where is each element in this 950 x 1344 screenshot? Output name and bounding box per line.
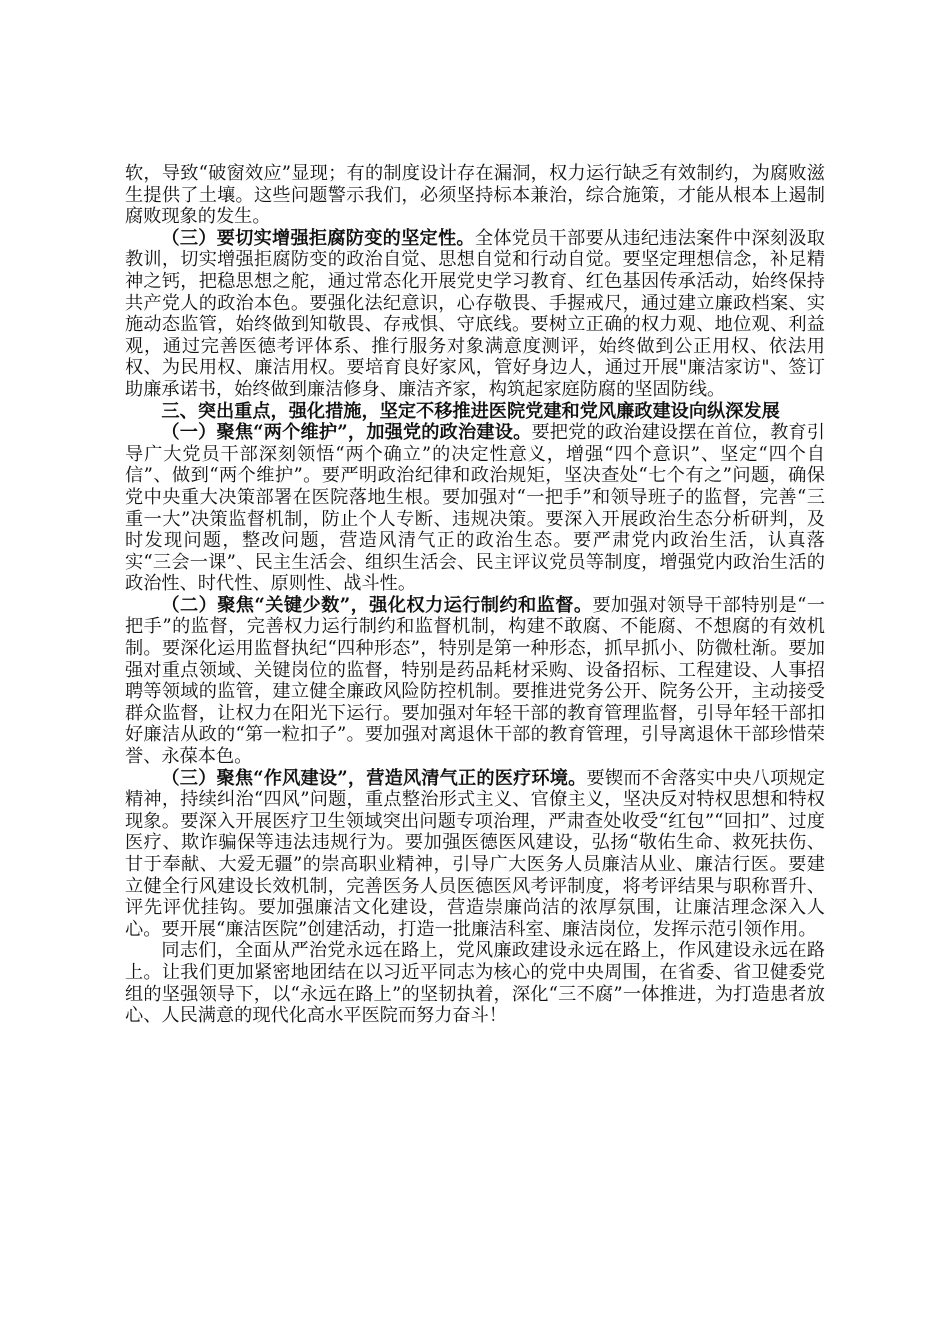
paragraph-lead-heading: （三）要切实增强拒腐防变的坚定性。 bbox=[161, 227, 475, 249]
paragraph-anti-corruption-firmness bbox=[125, 228, 825, 401]
paragraph-key-minority bbox=[125, 595, 825, 768]
section-heading-3: 三、突出重点，强化措施，坚定不移推进医院党建和党风廉政建设向纵深发展 bbox=[161, 400, 780, 422]
document-page bbox=[125, 163, 825, 1027]
paragraph-text: 全体党员干部要从违纪违法案件中深刻汲取教训，切实增强拒腐防变的政治自觉、思想自觉和行动自觉。要坚定理想信念，补足精神之钙，把稳思想之舵，通过常态化开展党史学习教育、红色基因传承活动，始终保持共产党人的政治本色。要强化法纪意识，心存敬畏、手握戒尺，通过建立廉政档案、实施动态监管，始终做到知敬畏、存戒惧、守底线。要树立正确的权力观、地位观、利益观，通过完善医德考评体系、推行服务对象满意度测评，始终做到公正用权、依法用权、为民用权、廉洁用权。要培育良好家风，管好身边人，通过开展"廉洁家访"、签订助廉承诺书，始终做到廉洁修身、廉洁齐家，构筑起家庭防腐的坚固防线。 bbox=[125, 227, 825, 400]
paragraph-text: 要锲而不舍落实中央八项规定精神，持续纠治“四风”问题，重点整治形式主义、官僚主义，坚决反对特权思想和特权现象。要深入开展医疗卫生领域突出问题专项治理，严肃查处收受“红包”“回扣”、过度医疗、欺诈骗保等违法违规行为。要加强医德医风建设，弘扬“敬佑生命、救死扶伤、甘于奉献、大爱无疆”的崇高职业精神，引导广大医务人员廉洁从业、廉洁行医。要建立健全行风建设长效机制，完善医务人员医德医风考评制度，将考评结果与职称晋升、评先评优挂钩。要加强廉洁文化建设，营造崇廉尚洁的浓厚氛围，让廉洁理念深入人心。要开展“廉洁医院”创建活动，打造一批廉洁科室、廉洁岗位，发挥示范引领作用。 bbox=[125, 767, 825, 940]
paragraph-work-style bbox=[125, 768, 825, 941]
paragraph-lead-heading: （二）聚焦“关键少数”，强化权力运行制约和监督。 bbox=[161, 594, 593, 616]
paragraph-text: 要把党的政治建设摆在首位，教育引导广大党员干部深刻领悟“两个确立”的决定性意义，增强“四个意识”、坚定“四个自信”、做到“两个维护”。要严明政治纪律和政治规矩，坚决查处“七个有之”问题，确保党中央重大决策部署在医院落地生根。要加强对“一把手”和领导班子的监督，完善“三重一大”决策监督机制，防止个人专断、违规决策。要深入开展政治生态分析研判，及时发现问题，整改问题，营造风清气正的政治生态。要严肃党内政治生活，认真落实“三会一课”、民主生活会、组织生活会、民主评议党员等制度，增强党内政治生活的政治性、时代性、原则性、战斗性。 bbox=[125, 422, 825, 595]
paragraph-two-safeguards bbox=[125, 422, 825, 595]
paragraph-text: 软，导致“破窗效应”显现；有的制度设计存在漏洞，权力运行缺乏有效制约，为腐败滋生提供了土壤。这些问题警示我们，必须坚持标本兼治，综合施策，才能从根本上遏制腐败现象的发生。 bbox=[125, 163, 825, 228]
paragraph-text: 同志们，全面从严治党永远在路上，党风廉政建设永远在路上，作风建设永远在路上。让我们更加紧密地团结在以习近平同志为核心的党中央周围，在省委、省卫健委党组的坚强领导下，以“永远在路上”的坚韧执着，深化“三不腐”一体推进，为打造患者放心、人民满意的现代化高水平医院而努力奋斗！ bbox=[125, 940, 825, 1027]
paragraph-lead-heading: （一）聚焦“两个维护”，加强党的政治建设。 bbox=[161, 422, 532, 444]
paragraph-continuation bbox=[125, 163, 825, 228]
paragraph-text: 要加强对领导干部特别是“一把手”的监督，完善权力运行制约和监督机制，构建不敢腐、不能腐、不想腐的有效机制。要深化运用监督执纪“四种形态”，特别是第一种形态，抓早抓小、防微杜渐。要加强对重点领域、关键岗位的监督，特别是药品耗材采购、设备招标、工程建设、人事招聘等领域的监管，建立健全廉政风险防控机制。要推进党务公开、院务公开，主动接受群众监督，让权力在阳光下运行。要加强对年轻干部的教育管理监督，引导年轻干部扣好廉洁从政的“第一粒扣子”。要加强对离退休干部的教育管理，引导离退休干部珍惜荣誉、永葆本色。 bbox=[125, 594, 825, 768]
paragraph-lead-heading: （三）聚焦“作风建设”，营造风清气正的医疗环境。 bbox=[161, 767, 587, 789]
paragraph-closing bbox=[125, 940, 825, 1026]
